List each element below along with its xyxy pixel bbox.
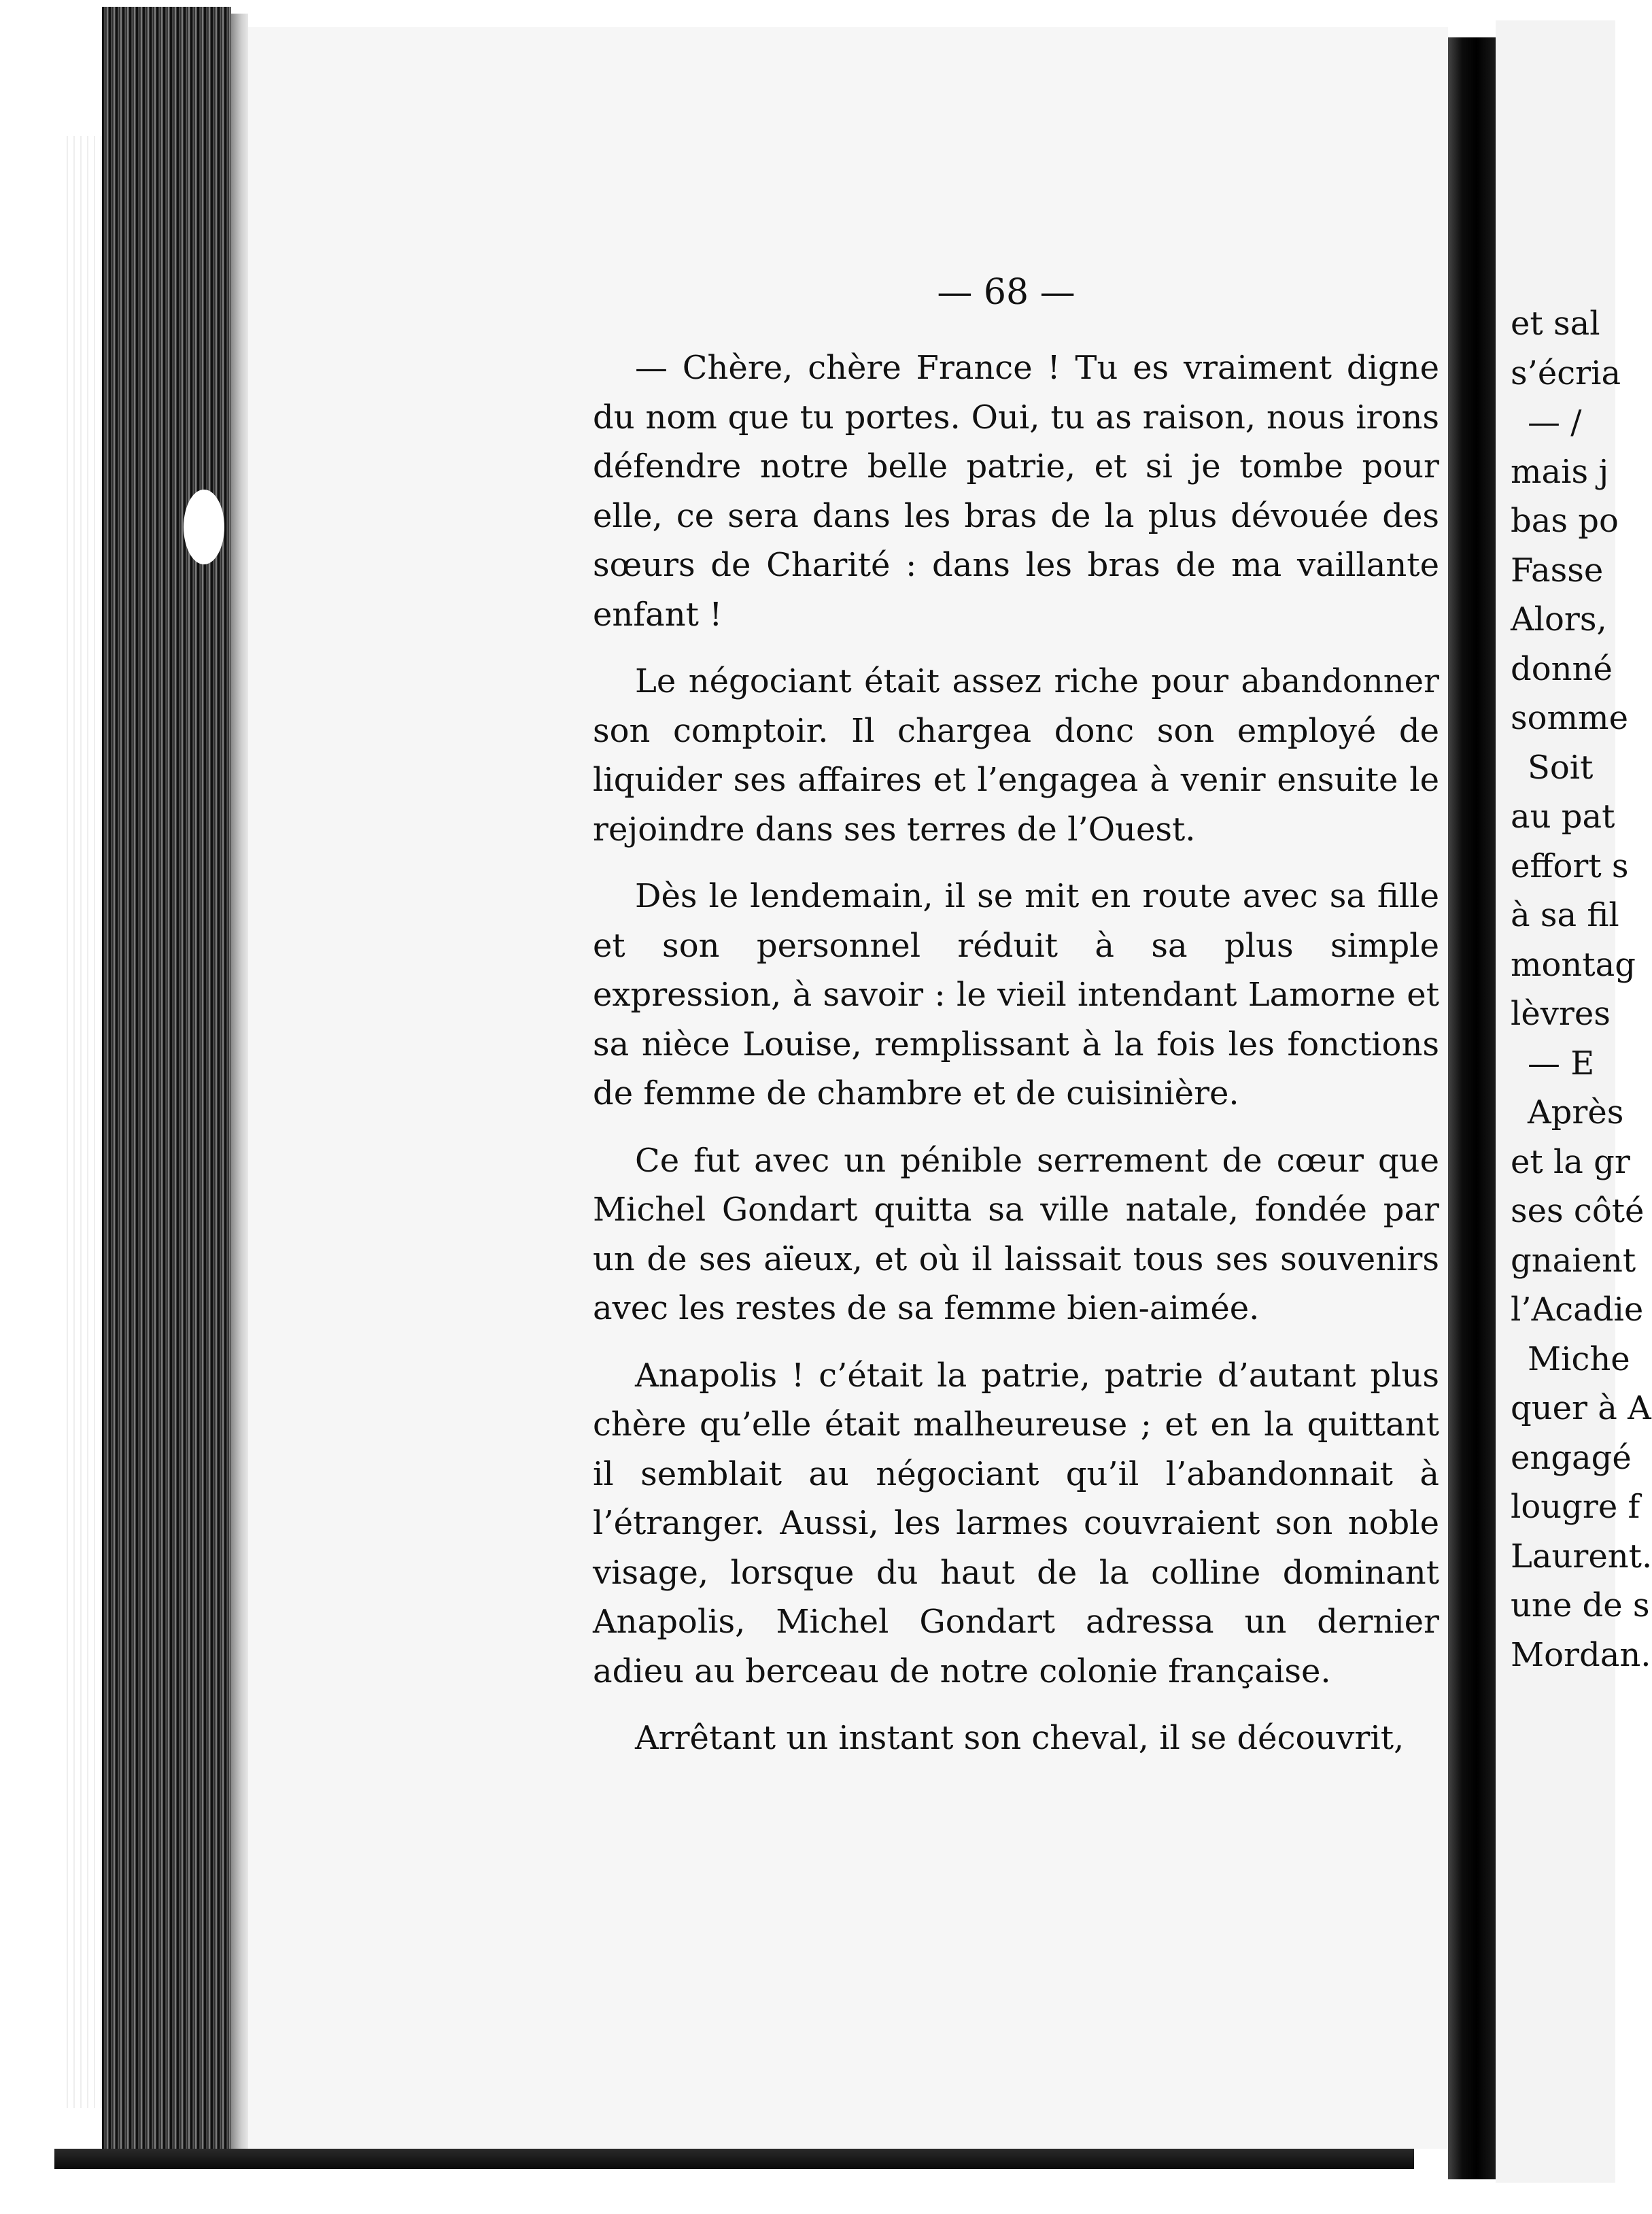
page-edge-shadow xyxy=(231,14,248,2156)
page-number: — 68 — xyxy=(937,272,1075,313)
facing-line: somme xyxy=(1511,699,1628,737)
facing-line: lougre f xyxy=(1511,1488,1640,1526)
paragraph: Arrêtant un instant son cheval, il se découvrit, xyxy=(635,1719,1405,1757)
facing-line: Laurent. xyxy=(1511,1537,1652,1576)
facing-line: Fasse xyxy=(1511,551,1604,590)
paragraph: — Chère, chère France ! Tu es vraiment digne du nom que tu portes. Oui, tu as raison, nous irons défendre notre belle patrie, et si je tombe pour elle, ce sera dans les bras de la plus dévouée des sœurs de Charité : dans les bras de ma vaillante enfant ! xyxy=(593,349,1439,634)
paragraph: Anapolis ! c’était la patrie, patrie d’autant plus chère qu’elle était malheureuse ; et en la quittant il semblait au négociant qu’il l’abandonnait à l’étranger. Aussi, les larmes couvraient son noble visage, lorsque du haut de la colline dominant Anapolis, Michel Gondart adressa un dernier adieu au berceau de notre colonie française. xyxy=(593,1356,1439,1690)
facing-line: donné xyxy=(1511,649,1613,688)
facing-line: — / xyxy=(1528,403,1582,441)
page-stack-lines xyxy=(61,136,102,2108)
facing-line: Soit xyxy=(1528,748,1594,787)
facing-line: Mordan. xyxy=(1511,1635,1651,1674)
page-bottom-edge xyxy=(54,2149,1414,2169)
facing-line: ses côté xyxy=(1511,1192,1645,1230)
facing-line: Alors, xyxy=(1511,600,1607,638)
facing-line: l’Acadie xyxy=(1511,1291,1644,1329)
facing-line: mais j xyxy=(1511,452,1609,491)
facing-line: gnaient xyxy=(1511,1241,1636,1280)
facing-line: Miche xyxy=(1528,1340,1630,1378)
facing-line: à sa fil xyxy=(1511,896,1619,934)
facing-line: bas po xyxy=(1511,502,1619,540)
facing-line: — E xyxy=(1528,1044,1595,1083)
paragraph: Dès le lendemain, il se mit en route avec sa fille et son personnel réduit à sa plus simple expression, à savoir : le vieil intendant Lamorne et sa nièce Louise, remplissant à la fois les fonctions de femme de chambre et de cuisinière. xyxy=(593,877,1439,1112)
facing-line: s’écria xyxy=(1511,354,1621,392)
bound-page-edges xyxy=(102,7,231,2159)
paragraph: Le négociant était assez riche pour abandonner son comptoir. Il chargea donc son employé de liquider ses affaires et l’engagea à venir ensuite le rejoindre dans ses terres de l’Ouest. xyxy=(593,662,1439,849)
paper-blemish xyxy=(184,490,224,564)
facing-line: et sal xyxy=(1511,305,1600,343)
facing-line: lèvres xyxy=(1511,995,1611,1033)
paragraph: Ce fut avec un pénible serrement de cœur que Michel Gondart quitta sa ville natale, fondée par un de ses aïeux, et où il laissait tous ses souvenirs avec les restes de sa femme bien-aimée. xyxy=(593,1141,1439,1327)
facing-line: au pat xyxy=(1511,798,1615,836)
facing-line: engagé xyxy=(1511,1438,1632,1477)
book-gutter xyxy=(1448,37,1496,2179)
facing-line: montag xyxy=(1511,945,1636,984)
facing-line: une de s xyxy=(1511,1586,1650,1624)
facing-line: effort s xyxy=(1511,847,1629,885)
facing-line: quer à A xyxy=(1511,1389,1651,1427)
facing-line: et la gr xyxy=(1511,1142,1630,1181)
body-text xyxy=(593,343,1439,1763)
facing-line: Après xyxy=(1528,1093,1624,1131)
facing-page-text xyxy=(1511,299,1652,1680)
